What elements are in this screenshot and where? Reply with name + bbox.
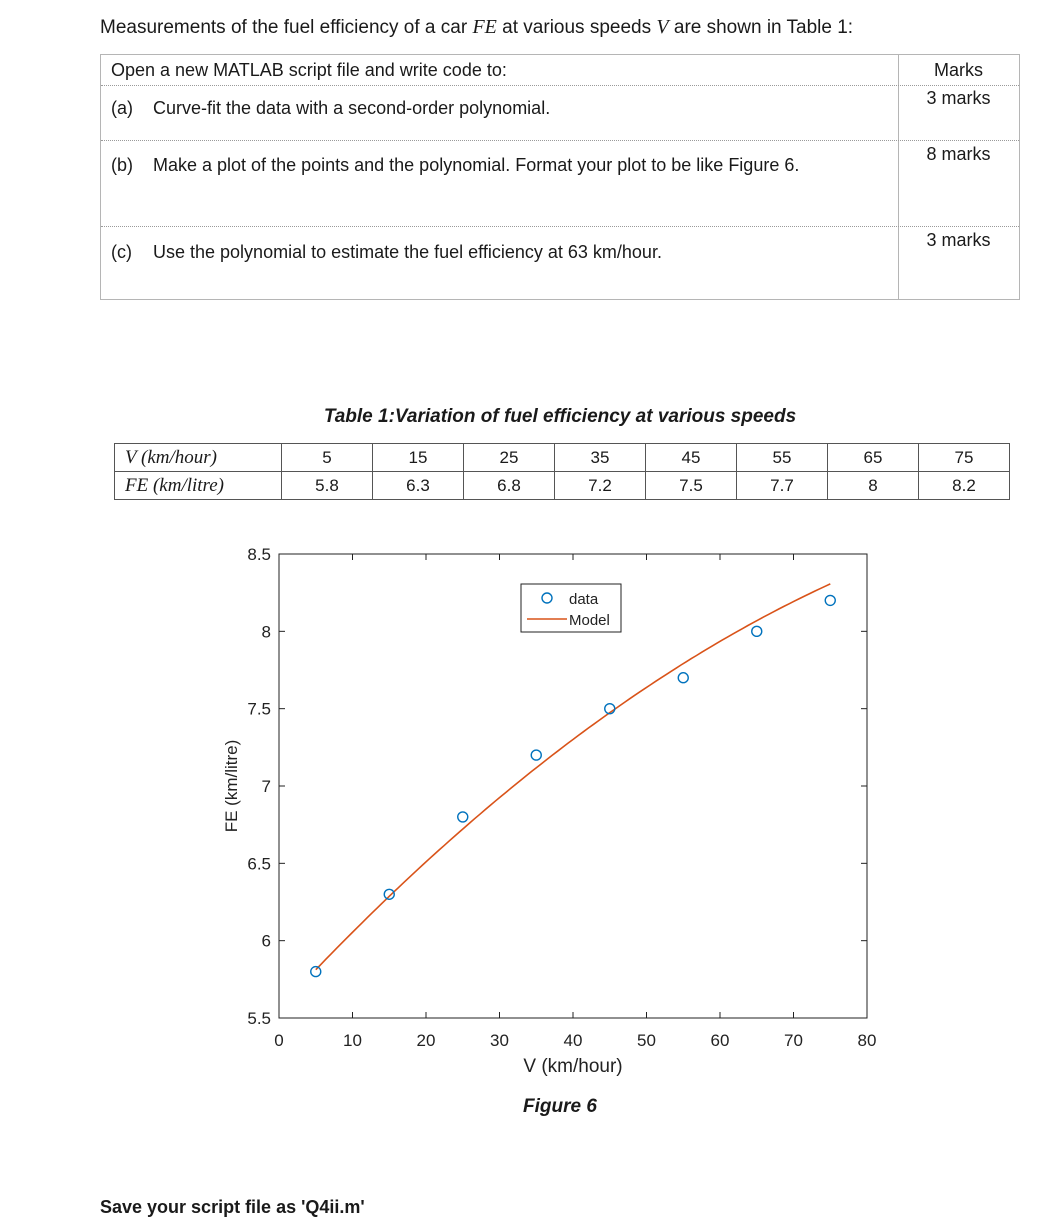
legend-data-label: data — [569, 591, 599, 608]
intro-middle: at various speeds — [496, 17, 657, 38]
speed-row-header: V (km/hour) — [115, 444, 282, 472]
speed-cell: 45 — [646, 444, 737, 472]
part-text-b: Make a plot of the points and the polynomial. Format your plot to be like Figure 6. — [153, 155, 800, 175]
y-tick-label: 8 — [261, 622, 271, 642]
efficiency-cell: 5.8 — [282, 472, 373, 500]
x-tick-label: 10 — [343, 1031, 362, 1050]
data-point — [752, 626, 762, 636]
efficiency-cell: 8 — [828, 472, 919, 500]
x-axis-label: V (km/hour) — [523, 1056, 623, 1077]
data-point — [384, 889, 394, 899]
part-text-c: Use the polynomial to estimate the fuel efficiency at 63 km/hour. — [153, 242, 662, 262]
marks-b: 8 marks — [926, 144, 991, 164]
table-caption: Table 1:Variation of fuel efficiency at various speeds — [323, 406, 797, 427]
intro-prefix: Measurements of the fuel efficiency of a car — [100, 17, 473, 38]
data-point — [678, 673, 688, 683]
x-tick-label: 80 — [857, 1031, 877, 1050]
efficiency-cell: 7.5 — [646, 472, 737, 500]
part-text-a: Curve-fit the data with a second-order polynomial. — [153, 98, 551, 118]
figure-caption: Figure 6 — [523, 1096, 597, 1117]
x-tick-label: 60 — [710, 1031, 730, 1050]
efficiency-cell: 6.8 — [464, 472, 555, 500]
y-tick-label: 8.5 — [247, 545, 271, 564]
data-point — [458, 812, 468, 822]
efficiency-row-header: FE (km/litre) — [115, 472, 282, 500]
x-tick-label: 0 — [274, 1031, 284, 1050]
legend-model-label: Model — [569, 612, 610, 629]
y-tick-label: 5.5 — [247, 1009, 271, 1028]
speed-cell: 25 — [464, 444, 555, 472]
x-tick-label: 20 — [416, 1031, 436, 1050]
speed-cell: 55 — [737, 444, 828, 472]
save-instruction: Save your script file as 'Q4ii.m' — [100, 1197, 365, 1217]
y-axis-label: FE (km/litre) — [222, 739, 241, 833]
efficiency-cell: 6.3 — [373, 472, 464, 500]
x-tick-label: 50 — [637, 1031, 656, 1050]
intro-suffix: are shown in Table 1: — [668, 17, 854, 38]
v-symbol: V — [656, 16, 669, 38]
speed-cell: 65 — [828, 444, 919, 472]
efficiency-cell: 7.2 — [555, 472, 646, 500]
y-tick-label: 6.5 — [247, 854, 271, 874]
y-tick-label: 6 — [261, 931, 271, 951]
marks-c: 3 marks — [926, 230, 991, 250]
part-letter-a: (a) — [111, 98, 133, 118]
efficiency-cell: 8.2 — [919, 472, 1010, 500]
speed-cell: 15 — [373, 444, 464, 472]
data-point — [531, 750, 541, 760]
x-tick-label: 70 — [784, 1031, 803, 1050]
part-letter-c: (c) — [111, 242, 132, 262]
data-point — [825, 595, 835, 605]
x-tick-label: 30 — [490, 1031, 509, 1050]
model-curve — [316, 584, 831, 970]
part-letter-b: (b) — [111, 155, 133, 175]
speed-cell: 35 — [555, 444, 646, 472]
y-tick-label: 7 — [261, 777, 271, 796]
task-table-header: Open a new MATLAB script file and write code to: — [111, 60, 507, 80]
speed-cell: 5 — [282, 444, 373, 472]
data-point — [311, 967, 321, 977]
x-tick-label: 40 — [563, 1031, 583, 1050]
speed-cell: 75 — [919, 444, 1010, 472]
fe-symbol: FE — [472, 16, 497, 38]
marks-header: Marks — [934, 60, 983, 80]
marks-a: 3 marks — [926, 88, 991, 108]
y-tick-label: 7.5 — [247, 699, 271, 719]
efficiency-cell: 7.7 — [737, 472, 828, 500]
